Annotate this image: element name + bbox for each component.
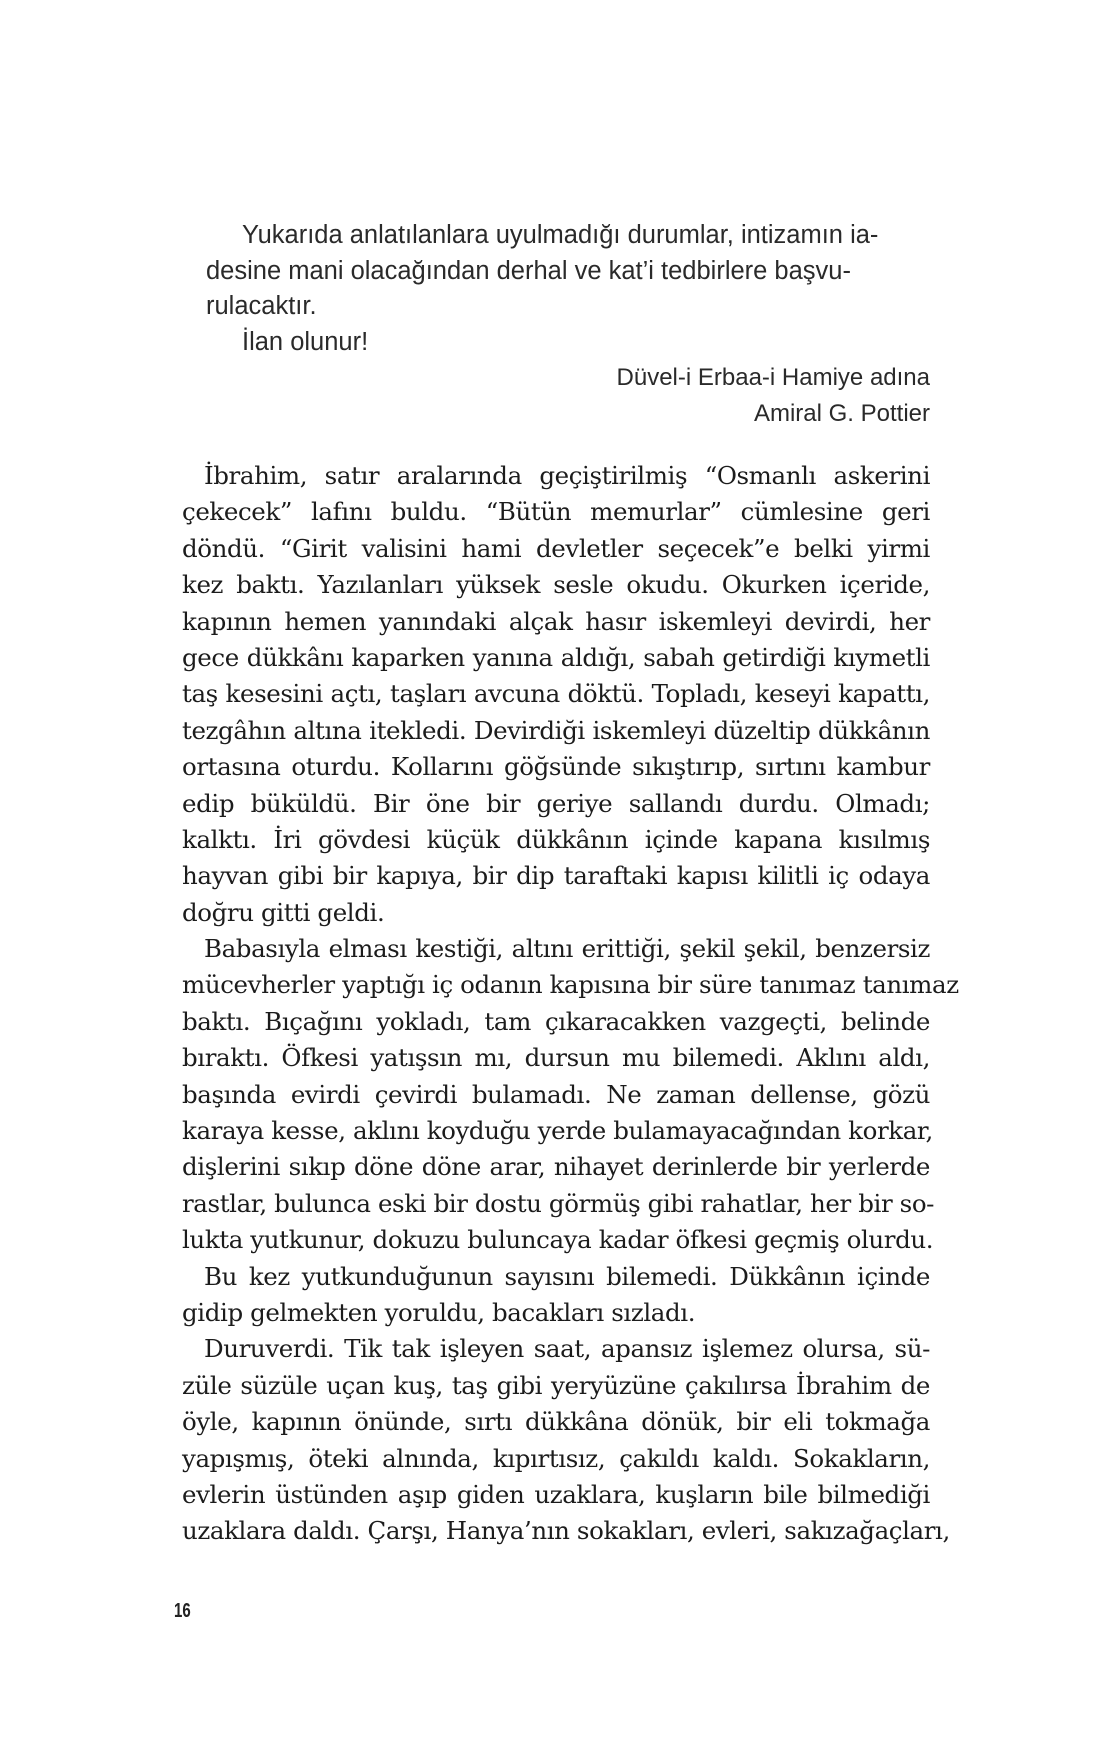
text-line: kalktı. İri gövdesi küçük dükkânın içinde kapana kısılmış [182,824,930,854]
page-number: 16 [174,1600,191,1622]
signature-line-1: Düvel-i Erbaa-i Hamiye adına [616,364,930,391]
proclamation-line: rulacaktır. [206,292,317,320]
text-line: ortasına oturdu. Kollarını göğsünde sıkıştırıp, sırtını kambur [182,752,930,782]
text-line: rastlar, bulunca eski bir dostu görmüş gibi rahatlar, her bir so- [182,1188,935,1218]
text-line: gidip gelmekten yoruldu, bacakları sızladı. [182,1297,696,1327]
text-line: dişlerini sıkıp döne döne arar, nihayet derinlerde bir yerlerde [182,1152,930,1182]
text-line: İbrahim, satır aralarında geçiştirilmiş “Osmanlı askerini [204,461,930,490]
paragraph [182,931,959,1259]
paragraph [182,458,930,931]
text-line: uzaklara daldı. Çarşı, Hanya’nın sokakları, evleri, sakızağaçları, [182,1516,950,1546]
text-line: edip büküldü. Bir öne bir geriye sallandı durdu. Olmadı; [182,788,930,818]
text-line: kez baktı. Yazılanları yüksek sesle okudu. Okurken içeride, [182,570,930,600]
body-text [182,458,959,1550]
text-line: evlerin üstünden aşıp giden uzaklara, kuşların bile bilmediği [182,1479,930,1509]
text-line: yapışmış, öteki alnında, kıpırtısız, çakıldı kaldı. Sokakların, [182,1443,930,1473]
text-line: kapının hemen yanındaki alçak hasır iskemleyi devirdi, her [182,606,930,636]
text-line: çekecek” lafını buldu. “Bütün memurlar” cümlesine geri [182,497,930,527]
proclamation-line: desine mani olacağından derhal ve kat’i tedbirlere başvu- [206,256,851,285]
text-line: bıraktı. Öfkesi yatışsın mı, dursun mu bilemedi. Aklını aldı, [182,1043,930,1073]
text-line: doğru gitti geldi. [182,897,385,927]
text-line: gece dükkânı kaparken yanına aldığı, sabah getirdiği kıymetli [182,642,930,672]
text-line: Bu kez yutkunduğunun sayısını bilemedi. Dükkânın içinde [204,1261,930,1291]
text-line: öyle, kapının önünde, sırtı dükkâna dönük, bir eli tokmağa [182,1407,930,1437]
text-line: döndü. “Girit valisini hami devletler seçecek”e belki yirmi [182,533,930,563]
paragraph [182,1331,950,1549]
text-line: taş kesesini açtı, taşları avcuna döktü. Topladı, keseyi kapattı, [182,679,930,709]
text-line: lukta yutkunur, dokuzu buluncaya kadar öfkesi geçmiş olurdu. [182,1225,934,1255]
text-line: Babasıyla elması kestiği, altını erittiği, şekil şekil, benzersiz [204,934,930,964]
text-line: hayvan gibi bir kapıya, bir dip taraftaki kapısı kilitli iç odaya [182,861,930,891]
text-line: başında evirdi çevirdi bulamadı. Ne zaman dellense, gözü [182,1079,930,1109]
proclamation-closing: İlan olunur! [242,327,369,356]
text-line: mücevherler yaptığı iç odanın kapısına bir süre tanımaz tanımaz [182,970,959,1000]
signature-line-2: Amiral G. Pottier [753,400,930,427]
proclamation-line: Yukarıda anlatılanlara uyulmadığı durumlar, intizamın ia- [242,221,879,249]
proclamation-block [206,218,930,432]
paragraph [182,1259,930,1332]
text-line: züle süzüle uçan kuş, taş gibi yeryüzüne çakılırsa İbrahim de [182,1370,930,1400]
text-line: Duruverdi. Tik tak işleyen saat, apansız işlemez olursa, sü- [204,1334,930,1364]
text-line: baktı. Bıçağını yokladı, tam çıkaracakken vazgeçti, belinde [182,1006,930,1036]
text-line: karaya kesse, aklını koyduğu yerde bulamayacağından korkar, [182,1116,933,1146]
text-line: tezgâhın altına itekledi. Devirdiği iskemleyi düzeltip dükkânın [182,715,930,745]
